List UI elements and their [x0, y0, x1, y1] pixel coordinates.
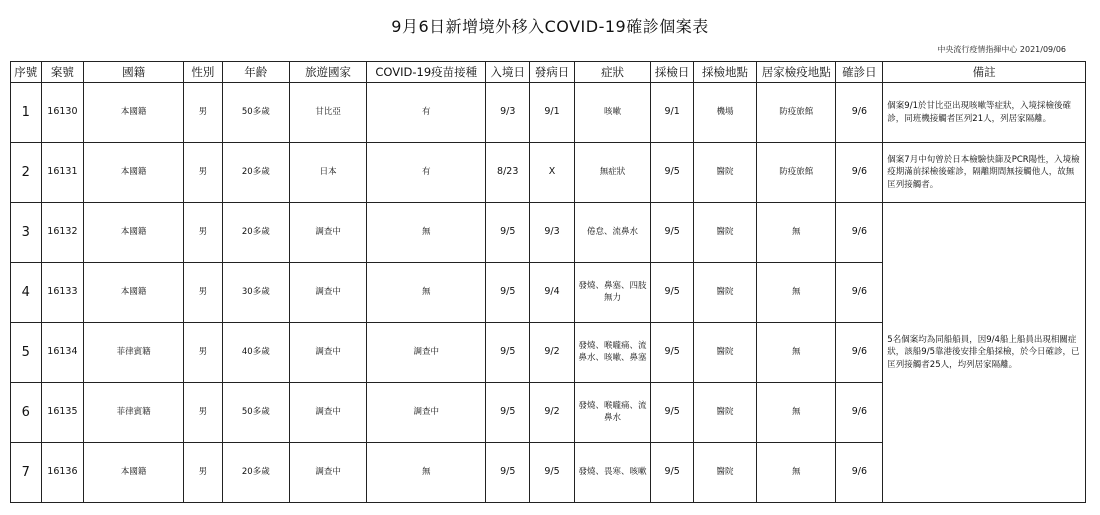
sex-cell: 男 — [184, 143, 223, 203]
onset-date-cell: X — [530, 143, 575, 203]
page-title: 9月6日新增境外移入COVID-19確診個案表 — [391, 17, 709, 36]
age-cell: 50多歲 — [222, 83, 289, 143]
seq-cell: 6 — [11, 383, 42, 443]
quarantine-place-cell: 無 — [757, 323, 836, 383]
header-test-place: 採檢地點 — [693, 62, 756, 83]
nationality-cell: 本國籍 — [84, 203, 184, 263]
seq-cell: 5 — [11, 323, 42, 383]
test-place-cell: 醫院 — [693, 203, 756, 263]
test-place-cell: 機場 — [693, 83, 756, 143]
test-place-cell: 醫院 — [693, 263, 756, 323]
onset-date-cell: 9/1 — [530, 83, 575, 143]
test-date-cell: 9/5 — [651, 143, 694, 203]
nationality-cell: 菲律賓籍 — [84, 323, 184, 383]
nationality-cell: 本國籍 — [84, 263, 184, 323]
seq-cell: 1 — [11, 83, 42, 143]
onset-date-cell: 9/5 — [530, 443, 575, 503]
nationality-cell: 本國籍 — [84, 83, 184, 143]
vaccine-cell: 無 — [367, 203, 486, 263]
header-seq: 序號 — [11, 62, 42, 83]
case-number-cell: 16134 — [41, 323, 84, 383]
entry-date-cell: 9/5 — [486, 443, 530, 503]
sex-cell: 男 — [184, 263, 223, 323]
header-age: 年齡 — [222, 62, 289, 83]
seq-cell: 2 — [11, 143, 42, 203]
header-entry: 入境日 — [486, 62, 530, 83]
age-cell: 20多歲 — [222, 443, 289, 503]
test-place-cell: 醫院 — [693, 383, 756, 443]
case-number-cell: 16136 — [41, 443, 84, 503]
nationality-cell: 菲律賓籍 — [84, 383, 184, 443]
entry-date-cell: 8/23 — [486, 143, 530, 203]
quarantine-place-cell: 無 — [757, 383, 836, 443]
table-row — [11, 143, 1086, 203]
note-cell: 個案9/1於甘比亞出現咳嗽等症狀，入境採檢後確診，同班機接觸者匡列21人，列居家隔離。 — [883, 83, 1086, 143]
confirm-date-cell: 9/6 — [836, 143, 883, 203]
sex-cell: 男 — [184, 83, 223, 143]
vaccine-cell: 無 — [367, 443, 486, 503]
age-cell: 50多歲 — [222, 383, 289, 443]
sex-cell: 男 — [184, 443, 223, 503]
symptom-cell: 無症狀 — [574, 143, 650, 203]
sex-cell: 男 — [184, 383, 223, 443]
header-symptom: 症狀 — [574, 62, 650, 83]
symptom-cell: 發燒、鼻塞、四肢無力 — [574, 263, 650, 323]
travel-country-cell: 甘比亞 — [289, 83, 366, 143]
header-note: 備註 — [883, 62, 1086, 83]
header-sex: 性別 — [184, 62, 223, 83]
case-number-cell: 16135 — [41, 383, 84, 443]
symptom-cell: 倦怠、流鼻水 — [574, 203, 650, 263]
travel-country-cell: 調查中 — [289, 323, 366, 383]
header-case: 案號 — [41, 62, 84, 83]
header-nationality: 國籍 — [84, 62, 184, 83]
case-number-cell: 16132 — [41, 203, 84, 263]
confirm-date-cell: 9/6 — [836, 443, 883, 503]
onset-date-cell: 9/2 — [530, 383, 575, 443]
vaccine-cell: 調查中 — [367, 323, 486, 383]
vaccine-cell: 有 — [367, 143, 486, 203]
sex-cell: 男 — [184, 323, 223, 383]
test-date-cell: 9/5 — [651, 203, 694, 263]
confirm-date-cell: 9/6 — [836, 83, 883, 143]
entry-date-cell: 9/5 — [486, 383, 530, 443]
age-cell: 20多歲 — [222, 203, 289, 263]
test-place-cell: 醫院 — [693, 323, 756, 383]
quarantine-place-cell: 無 — [757, 263, 836, 323]
group-note-cell: 5名個案均為同船船員，因9/4船上船員出現相關症狀，該船9/5靠港後安排全船採檢，於今日確診，已匡列接觸者25人，均列居家隔離。 — [883, 203, 1086, 503]
entry-date-cell: 9/5 — [486, 263, 530, 323]
header-quarantine: 居家檢疫地點 — [757, 62, 836, 83]
table-body — [11, 83, 1086, 503]
test-date-cell: 9/5 — [651, 443, 694, 503]
travel-country-cell: 調查中 — [289, 203, 366, 263]
table-row — [11, 203, 1086, 263]
nationality-cell: 本國籍 — [84, 143, 184, 203]
travel-country-cell: 調查中 — [289, 263, 366, 323]
age-cell: 20多歲 — [222, 143, 289, 203]
header-onset: 發病日 — [530, 62, 575, 83]
entry-date-cell: 9/5 — [486, 203, 530, 263]
quarantine-place-cell: 防疫旅館 — [757, 143, 836, 203]
onset-date-cell: 9/3 — [530, 203, 575, 263]
test-date-cell: 9/5 — [651, 383, 694, 443]
note-cell: 個案7月中旬曾於日本檢驗快篩及PCR陽性，入境檢疫期滿前採檢後確診，隔離期間無接觸他人，故無匡列接觸者。 — [883, 143, 1086, 203]
table-row — [11, 83, 1086, 143]
sex-cell: 男 — [184, 203, 223, 263]
quarantine-place-cell: 無 — [757, 203, 836, 263]
confirm-date-cell: 9/6 — [836, 383, 883, 443]
header-row — [11, 62, 1086, 83]
case-number-cell: 16131 — [41, 143, 84, 203]
confirm-date-cell: 9/6 — [836, 323, 883, 383]
test-date-cell: 9/5 — [651, 263, 694, 323]
test-date-cell: 9/1 — [651, 83, 694, 143]
header-country: 旅遊國家 — [289, 62, 366, 83]
onset-date-cell: 9/4 — [530, 263, 575, 323]
symptom-cell: 發燒、喉嚨痛、流鼻水、咳嗽、鼻塞 — [574, 323, 650, 383]
header-vaccine: COVID-19疫苗接種 — [367, 62, 486, 83]
confirm-date-cell: 9/6 — [836, 203, 883, 263]
case-number-cell: 16133 — [41, 263, 84, 323]
header-confirm: 確診日 — [836, 62, 883, 83]
age-cell: 30多歲 — [222, 263, 289, 323]
header-test-date: 採檢日 — [651, 62, 694, 83]
vaccine-cell: 有 — [367, 83, 486, 143]
entry-date-cell: 9/3 — [486, 83, 530, 143]
travel-country-cell: 日本 — [289, 143, 366, 203]
test-place-cell: 醫院 — [693, 143, 756, 203]
case-table — [10, 61, 1086, 503]
case-number-cell: 16130 — [41, 83, 84, 143]
onset-date-cell: 9/2 — [530, 323, 575, 383]
nationality-cell: 本國籍 — [84, 443, 184, 503]
travel-country-cell: 調查中 — [289, 443, 366, 503]
vaccine-cell: 調查中 — [367, 383, 486, 443]
quarantine-place-cell: 無 — [757, 443, 836, 503]
vaccine-cell: 無 — [367, 263, 486, 323]
test-date-cell: 9/5 — [651, 323, 694, 383]
symptom-cell: 發燒、喉嚨痛、流鼻水 — [574, 383, 650, 443]
seq-cell: 7 — [11, 443, 42, 503]
travel-country-cell: 調查中 — [289, 383, 366, 443]
entry-date-cell: 9/5 — [486, 323, 530, 383]
source-line: 中央流行疫情指揮中心 2021/09/06 — [937, 45, 1066, 54]
symptom-cell: 咳嗽 — [574, 83, 650, 143]
age-cell: 40多歲 — [222, 323, 289, 383]
confirm-date-cell: 9/6 — [836, 263, 883, 323]
seq-cell: 4 — [11, 263, 42, 323]
seq-cell: 3 — [11, 203, 42, 263]
quarantine-place-cell: 防疫旅館 — [757, 83, 836, 143]
test-place-cell: 醫院 — [693, 443, 756, 503]
symptom-cell: 發燒、畏寒、咳嗽 — [574, 443, 650, 503]
